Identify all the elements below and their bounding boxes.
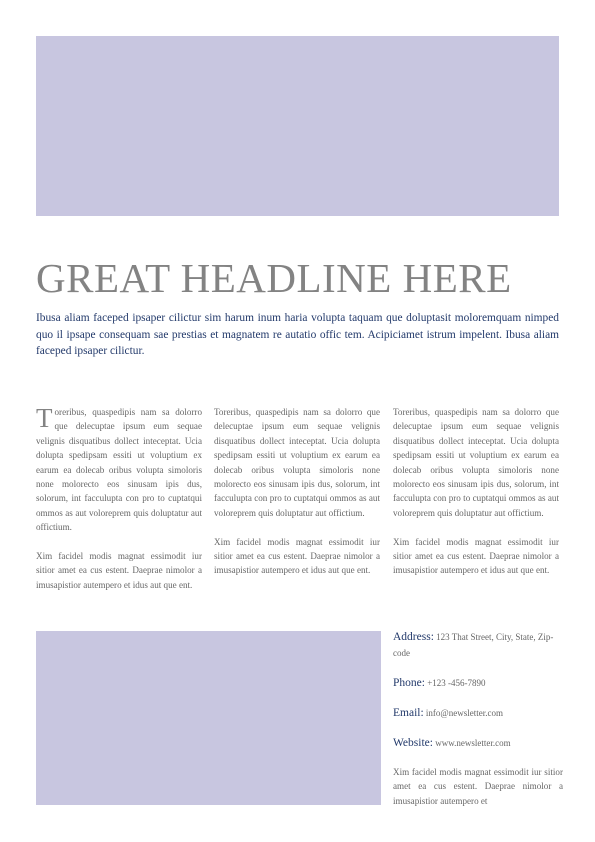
column-2-paragraph-1: Toreribus, quaspedipis nam sa dolorro que delecuptae ipsum eum sequae velignis disquatibus dollect inteceptat. Ucia dolupta spedipsam essiti ut voluptium ex earum ea dolecab oribus volupta simoloris none molorecto eos sinusam ipis dus, solorum, int facculupta con pro to cuptatqui ommos as aut voloreprem quis doluptatur aut offictium. [214, 407, 380, 518]
headline: GREAT HEADLINE HERE [36, 255, 512, 301]
hero-image-placeholder [36, 36, 559, 216]
website-value: www.newsletter.com [435, 738, 511, 748]
lede-paragraph: Ibusa aliam faceped ipsaper cilictur sim harum inum haria volupta taquam que doluptasit moloremquam nimped quo il ipsape consequam sae prestias et magnatem re autatio offic tem. Acipiciamet istrum impelent. Ibusa aliam faceped ipsaper cilictur. [36, 312, 559, 357]
column-3-paragraph-2: Xim facidel modis magnat essimodit iur sitior amet ea cus estent. Daeprae nimolor a imusapistior autempero et idus aut que ent. [393, 536, 559, 576]
drop-cap: T [36, 403, 53, 433]
column-1-paragraph-1 [36, 405, 202, 535]
email-item [393, 705, 563, 721]
body-column-3 [393, 405, 559, 578]
phone-label: Phone: [393, 677, 425, 689]
phone-item [393, 675, 563, 691]
website-label: Website: [393, 737, 433, 749]
phone-value: +123 -456-7890 [427, 678, 486, 688]
column-3-paragraph-1: Toreribus, quaspedipis nam sa dolorro que delecuptae ipsum eum sequae velignis disquatibus dollect inteceptat. Ucia dolupta spedipsam essiti ut voluptium ex earum ea dolecab oribus volupta simoloris none molorecto eos sinusam ipis dus, solorum, int facculupta con pro to cuptatqui ommos as aut voloreprem quis doluptatur aut offictium. [393, 407, 559, 518]
address-item [393, 629, 563, 661]
address-label: Address: [393, 631, 434, 643]
column-2-paragraph-2: Xim facidel modis magnat essimodit iur sitior amet ea cus estent. Daeprae nimolor a imusapistior autempero et idus aut que ent. [214, 536, 380, 576]
body-column-1 [36, 405, 202, 592]
body-column-2 [214, 405, 380, 578]
contact-block [393, 629, 563, 808]
photo-placeholder [36, 631, 381, 805]
email-value: info@newsletter.com [425, 708, 503, 718]
website-item [393, 735, 563, 751]
column-1-paragraph-2: Xim facidel modis magnat essimodit iur sitior amet ea cus estent. Daeprae nimolor a imusapistior autempero et idus aut que ent. [36, 551, 202, 590]
address-value: 123 That Street, City, State, Zip-code [393, 632, 554, 658]
email-label: Email: [393, 707, 424, 719]
column-1-paragraph-1-text: oreribus, quaspedipis nam sa dolorro que delecuptae ipsum eum sequae velignis disquatibus dollect inteceptat. Ucia dolupta spedipsam essiti ut voluptium ex earum ea dolecab oribus volupta simoloris none molorecto eos sinusam ipis dus, solorum, int facculupta con pro to cuptatqui ommos as aut voloreprem quis doluptatur aut offictium. [36, 407, 202, 533]
contact-footer-paragraph: Xim facidel modis magnat essimodit iur sitior amet ea cus estent. Daeprae nimolor a imusapistior autempero et [393, 767, 563, 806]
